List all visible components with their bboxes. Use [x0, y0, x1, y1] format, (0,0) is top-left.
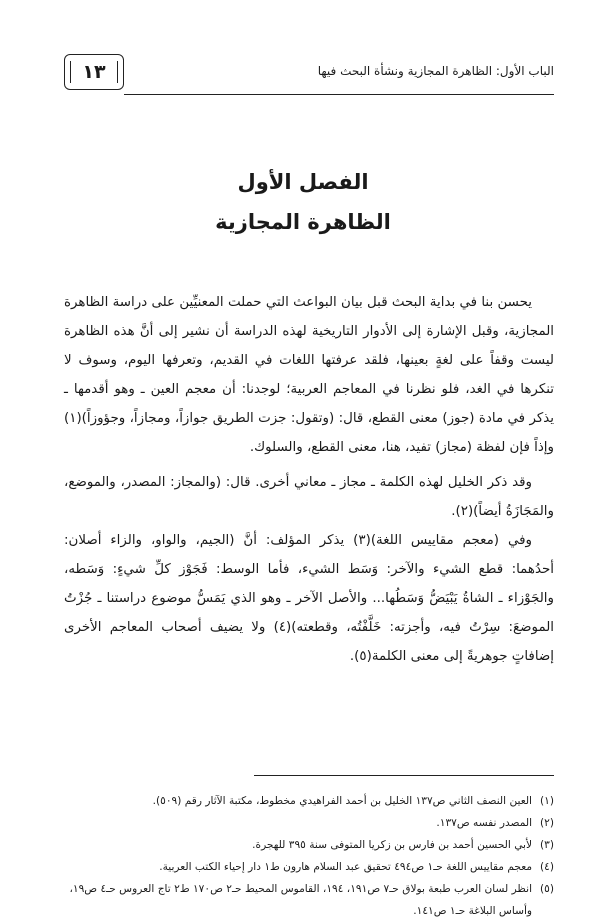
chapter-title: الظاهرة المجازية — [215, 210, 391, 234]
footnote-marker: (٢) — [540, 817, 554, 829]
footnote-text: العين النصف الثاني ص١٣٧ الخليل بن أحمد الفراهيدي مخطوط، مكتبة الآثار رقم (٥٠٩). — [152, 795, 533, 807]
footnote — [52, 856, 554, 878]
footnote — [52, 834, 554, 856]
footnote-text: معجم مقاييس اللغة حـ١ ص٤٩٤ تحقيق عبد السلام هارون ط١ دار إحياء الكتب العربية. — [159, 861, 533, 873]
header-rule — [124, 94, 554, 95]
body-text — [64, 288, 554, 671]
paragraph: وفي (معجم مقاييس اللغة)(٣) يذكر المؤلف: أنَّ (الجيم، والواو، والزاء أصلان: أحدُهما: قطع الشيء والآخر: وَسَط الشيء، فأما الوسط: فَجَوْز كلِّ شيءٍ: وَسَطه، والجَوْزاء ـ الشاةُ يَبْيَضُّ وَسَطُها... والأصل الآخر ـ وهو الذي يَمَسُّ موضوع دراستنا ـ جُزْتُ الموضعَ: سِرْتُ فيه، وأجزته: خَلَّفْتُه، وقطعته)(٤) ولا يضيف أصحاب المعاجم الأخرى إضافاتٍ جوهريةً إلى معنى الكلمة(٥). — [64, 533, 555, 664]
paragraph: وقد ذكر الخليل لهذه الكلمة ـ مجاز ـ معاني أخرى. قال: (والمجاز: المصدر، والموضع، والمَجَازَةُ أيضاً)(٢). — [64, 475, 554, 519]
page-number: ١٣ — [82, 61, 106, 83]
chapter-label: الفصل الأول — [237, 170, 369, 194]
paragraph: يحسن بنا في بداية البحث قبل بيان البواعث التي حملت المعنيِّين على دراسة الظاهرة المجازية، وقبل الإشارة إلى الأدوار التاريخية لهذه الدراسة أن نشير إلى أنَّ هذه الظاهرة ليست وقفاً على لغةٍ بعينها، فلقد عرفتها اللغات في القديم، وتعرفها اليوم، وسوف لا تنكرها في الغد، فلو نظرنا في المعاجم العربية؛ لوجدنا: أن معجم العين ـ وهو أقدمها ـ يذكر في مادة (جوز) معنى القطع، قال: (وتقول: جزت الطريق جوازاً، ومجازاً، وجؤوزاً)(١) وإذاً فإن لفظة (مجاز) تفيد، هنا، معنى القطع، والسلوك. — [64, 295, 554, 455]
footnote-text: لأبي الحسين أحمد بن فارس بن زكريا المتوفى سنة ٣٩٥ للهجرة. — [252, 839, 533, 851]
footnote — [52, 878, 554, 922]
footnote-marker: (٥) — [540, 883, 554, 895]
footnote-text: انظر لسان العرب طبعة بولاق حـ٧ ص١٩١، ١٩٤، القاموس المحيط حـ٢ ص١٧٠ ط٢ تاج العروس حـ٤ ص١٩، وأساس البلاغة حـ١ ص١٤١. — [69, 883, 533, 917]
footnotes — [52, 790, 554, 922]
footnote — [52, 812, 554, 834]
footnote-marker: (٤) — [540, 861, 554, 873]
running-head: الباب الأول: الظاهرة المجازية ونشأة البحث فيها — [317, 64, 554, 78]
footnote — [52, 790, 554, 812]
footnote-marker: (١) — [540, 795, 554, 807]
footnote-marker: (٣) — [540, 839, 554, 851]
footnote-text: المصدر نفسه ص١٣٧. — [436, 817, 533, 829]
page-header — [64, 54, 554, 98]
footnote-separator — [254, 775, 554, 776]
page-number-frame — [64, 54, 124, 90]
